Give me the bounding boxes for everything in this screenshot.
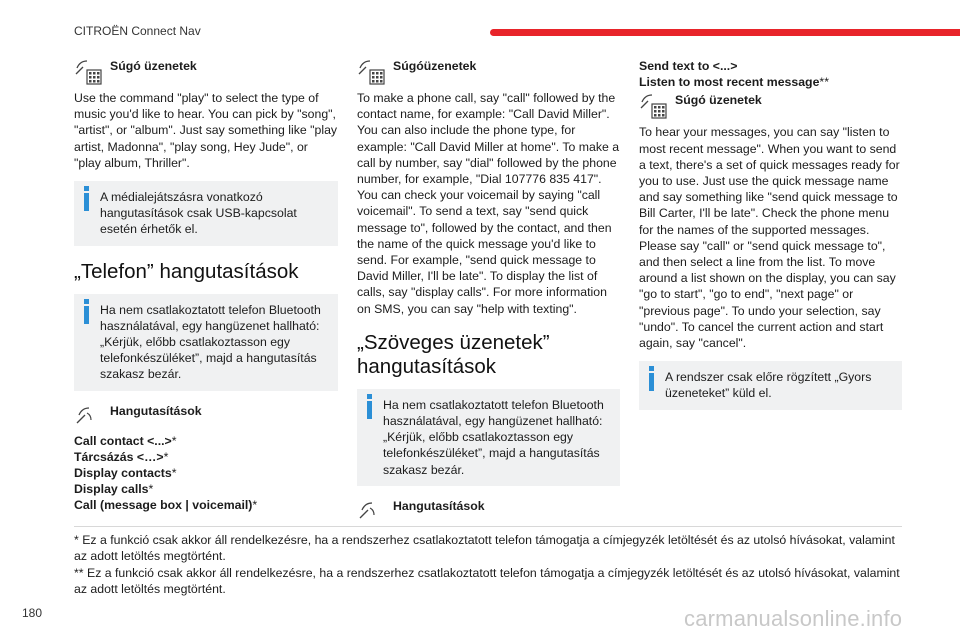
footnote-2: ** Ez a funkció csak akkor áll rendelkezésre, ha a rendszerhez csatlakoztatott telefon támogatja a címjegyzék letöltését és az utolsó hívásokat, valamint az adott letöltés megtörtént.: [74, 565, 900, 596]
voice-commands-heading: [74, 403, 338, 429]
voice-commands-heading: [357, 498, 620, 524]
header-title: CITROËN Connect Nav: [74, 24, 201, 38]
voice-help-icon: [357, 58, 387, 86]
command-item: Listen to most recent message**: [639, 75, 829, 90]
phone-help-text: To make a phone call, say "call" followed by the contact name, for example: "Call David Miller". You can also include the phone type, for example: "Call David Miller at home". To make a call by number, say "dial" followed by the phone number, for example, "Dial 107776 835 417". You can check your voicemail by saying "call voicemail". To send a text, say "send quick message to", followed by the contact, and then the name of the quick message you'd like to send. For example, "send quick message to David Miller, I'll be late". To display the list of calls, say "display calls". For more information on SMS, you can say "help with texting".: [357, 91, 620, 316]
voice-help-icon: [639, 92, 669, 120]
info-icon: [649, 366, 654, 371]
info-box-quick-messages: [639, 361, 902, 409]
heading-text: Súgóüzenetek: [393, 59, 477, 73]
command-item: Display contacts*: [74, 466, 177, 481]
command-item: Display calls*: [74, 482, 154, 497]
header-accent-bar: [490, 29, 960, 36]
help-messages-heading: [639, 92, 902, 118]
page-number: 180: [22, 606, 43, 620]
column-1: [74, 58, 338, 514]
voice-command-icon: [357, 500, 385, 524]
column-3: [639, 58, 902, 422]
info-text: A médialejátszásra vonatkozó hangutasítások csak USB-kapcsolat esetén érhetők el.: [100, 190, 297, 237]
heading-text: Súgó üzenetek: [110, 59, 197, 73]
music-help-text: Use the command "play" to select the type of music you'd like to hear. You can pick by "song", "artist", or "album". Just say something like "play artist, Madonna", "play song, Hey Jude", or "play album, Thriller".: [74, 91, 338, 170]
footnote-1: * Ez a funkció csak akkor áll rendelkezésre, ha a rendszerhez csatlakoztatott telefon támogatja a címjegyzék letöltését és az utolsó hívásokat, valamint az adott letöltés megtörtént.: [74, 533, 895, 564]
help-messages-heading: [357, 58, 620, 84]
command-item: Call (message box | voicemail)*: [74, 498, 258, 513]
footnotes: [74, 532, 906, 597]
heading-text: Hangutasítások: [110, 403, 202, 418]
info-box-media: [74, 181, 338, 246]
command-item: Tárcsázás <…>*: [74, 449, 169, 464]
info-icon: [84, 299, 89, 304]
command-list: [639, 58, 902, 90]
voice-command-icon: [74, 405, 102, 429]
heading-text: Hangutasítások: [393, 498, 485, 513]
info-box-phone: [74, 294, 338, 391]
command-item: Send text to <...>: [639, 59, 738, 73]
sms-help-text: To hear your messages, you can say "listen to most recent message". When you want to send a text, there's a set of quick messages ready for you to use. Just use the quick message name and say something like "send quick message to Bill Carter, I'll be late". Check the phone menu for the names of the supported messages. Please say "call" or "send quick message to", and then select a line from the list. To move around a list shown on the display, you can say "go to start", "go to end", "next page" or "previous page". To undo your selection, say "undo". To cancel the current action and start again, say "cancel".: [639, 125, 900, 351]
info-icon: [367, 394, 372, 399]
info-text: A rendszer csak előre rögzített „Gyors üzeneteket” küld el.: [665, 370, 872, 401]
info-box-sms: [357, 389, 620, 486]
command-list: [74, 433, 338, 514]
section-heading-phone: „Telefon” hangutasítások: [74, 259, 299, 283]
info-icon: [84, 186, 89, 191]
voice-help-icon: [74, 58, 104, 86]
watermark: carmanualsonline.info: [684, 606, 903, 631]
column-2: [357, 58, 620, 524]
heading-text: Súgó üzenetek: [675, 93, 762, 108]
help-messages-heading: [74, 58, 338, 84]
section-heading-sms: „Szöveges üzenetek” hangutasítások: [357, 330, 550, 378]
info-text: Ha nem csatlakoztatott telefon Bluetooth használatával, egy hangüzenet hallható: „Kérjük, előbb csatlakoztasson egy telefonkészüléket”, majd a hangutasítás szakasz bezár.: [100, 302, 321, 382]
command-item: Call contact <...>*: [74, 433, 177, 448]
info-text: Ha nem csatlakoztatott telefon Bluetooth használatával, egy hangüzenet hallható: „Kérjük, előbb csatlakoztasson egy telefonkészüléket”, majd a hangutasítás szakasz bezár.: [383, 397, 604, 477]
footnote-divider: [74, 526, 902, 527]
